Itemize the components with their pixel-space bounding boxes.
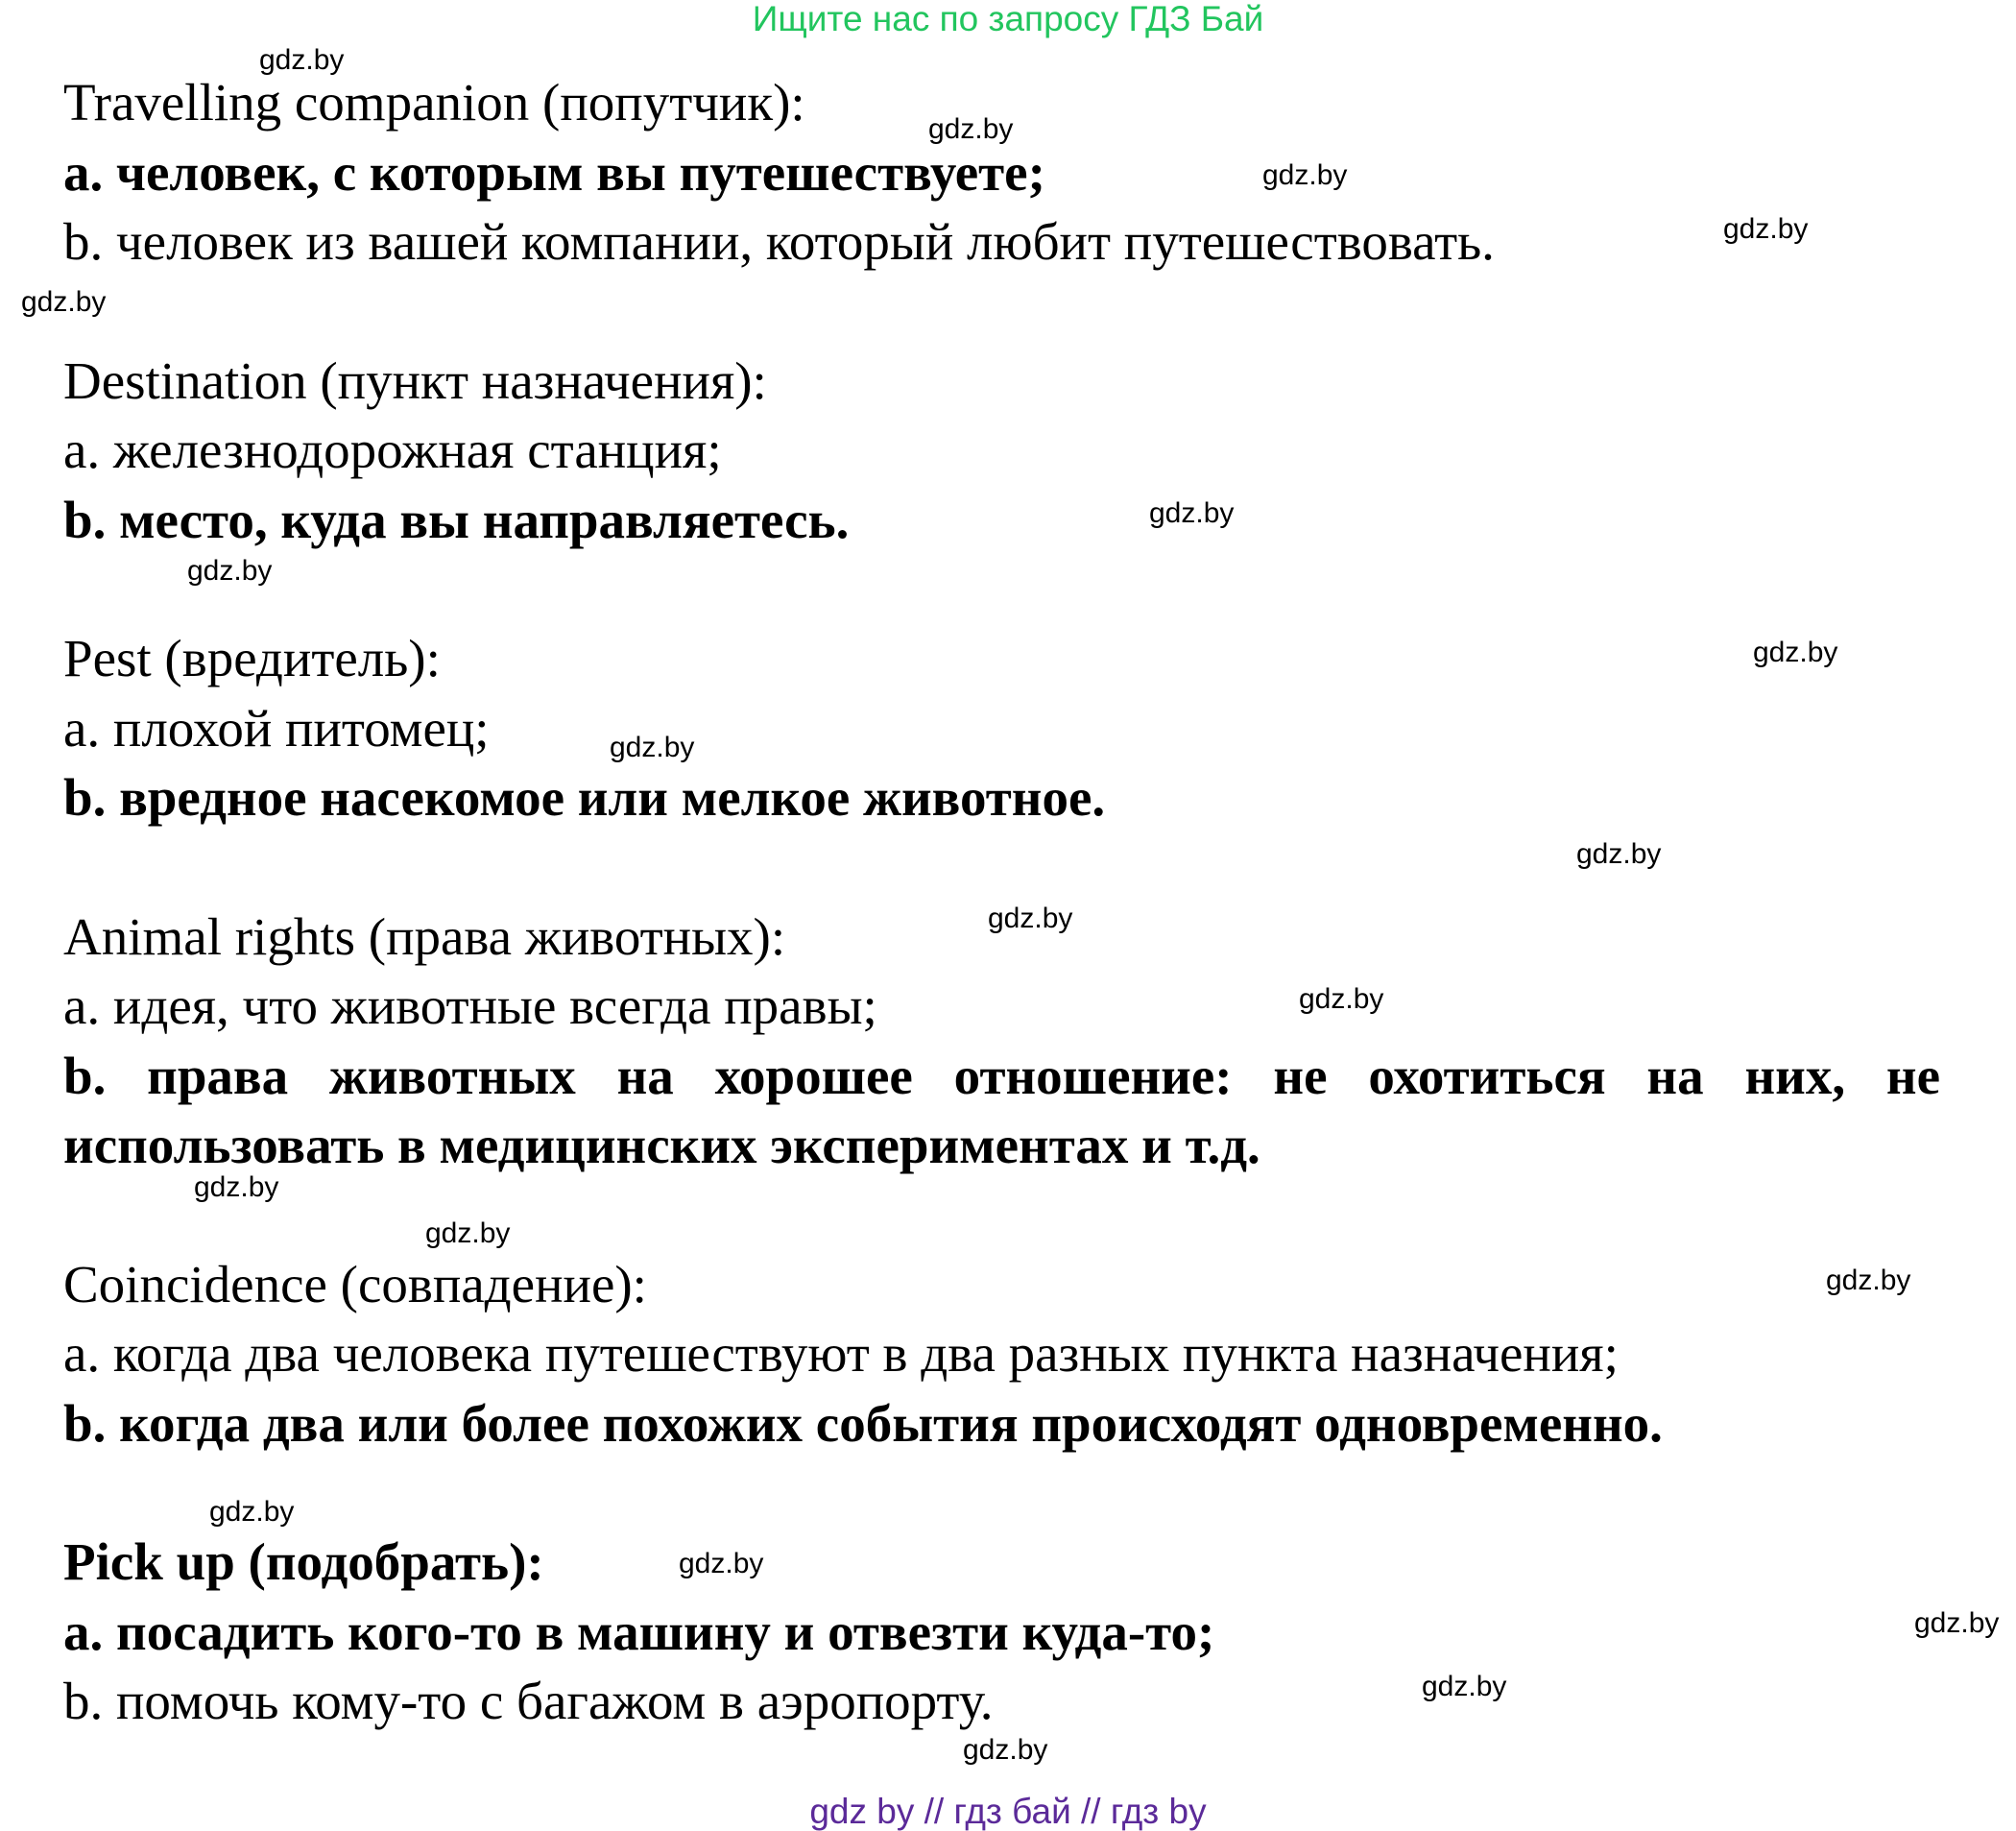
watermark: gdz.by	[1576, 838, 1662, 870]
watermark: gdz.by	[1299, 983, 1384, 1015]
term-coincidence: Coincidence (совпадение):	[63, 1255, 647, 1313]
watermark: gdz.by	[209, 1496, 295, 1528]
watermark: gdz.by	[1149, 497, 1235, 529]
term-destination: Destination (пункт назначения):	[63, 351, 767, 410]
watermark: gdz.by	[187, 555, 273, 587]
option-b-pest: b. вредное насекомое или мелкое животное.	[63, 768, 1106, 827]
watermark: gdz.by	[1914, 1607, 2000, 1639]
watermark: gdz.by	[610, 732, 695, 763]
watermark: gdz.by	[963, 1734, 1048, 1766]
option-b-pick-up: b. помочь кому-то с багажом в аэропорту.	[63, 1672, 994, 1730]
watermark: gdz.by	[425, 1217, 511, 1249]
option-b-travelling-companion: b. человек из вашей компании, который любит путешествовать.	[63, 212, 1495, 271]
watermark: gdz.by	[259, 44, 345, 76]
option-b-coincidence: b. когда два или более похожих события происходят одновременно.	[63, 1394, 1663, 1453]
option-a-travelling-companion: a. человек, с которым вы путешествуете;	[63, 143, 1045, 202]
watermark: gdz.by	[679, 1548, 764, 1579]
option-a-pest: a. плохой питомец;	[63, 699, 490, 758]
watermark: gdz.by	[21, 286, 107, 318]
watermark: gdz.by	[988, 903, 1073, 934]
option-a-animal-rights: a. идея, что животные всегда правы;	[63, 976, 877, 1035]
option-b-destination: b. место, куда вы направляетесь.	[63, 491, 850, 549]
term-travelling-companion: Travelling companion (попутчик):	[63, 73, 805, 132]
watermark: gdz.by	[1723, 213, 1809, 245]
option-a-pick-up: a. посадить кого-то в машину и отвезти куда-то;	[63, 1602, 1215, 1661]
option-b-animal-rights-line1: b. права животных на хорошее отношение: не охотиться на них, не	[63, 1047, 1940, 1105]
watermark: gdz.by	[1826, 1265, 1911, 1296]
watermark: gdz.by	[1262, 159, 1348, 191]
option-b-animal-rights-line2: использовать в медицинских экспериментах и т.д.	[63, 1116, 1260, 1174]
header-banner[interactable]: Ищите нас по запросу ГДЗ Бай	[752, 0, 1264, 38]
option-a-coincidence: a. когда два человека путешествуют в два разных пункта назначения;	[63, 1324, 1619, 1383]
term-pest: Pest (вредитель):	[63, 629, 441, 687]
watermark: gdz.by	[1422, 1671, 1507, 1702]
option-a-destination: a. железнодорожная станция;	[63, 421, 722, 479]
term-pick-up: Pick up (подобрать):	[63, 1532, 544, 1591]
watermark: gdz.by	[1753, 637, 1838, 668]
term-animal-rights: Animal rights (права животных):	[63, 907, 786, 966]
watermark: gdz.by	[928, 113, 1014, 145]
footer-banner[interactable]: gdz by // гдз бай // гдз by	[809, 1792, 1207, 1831]
watermark: gdz.by	[194, 1171, 279, 1203]
